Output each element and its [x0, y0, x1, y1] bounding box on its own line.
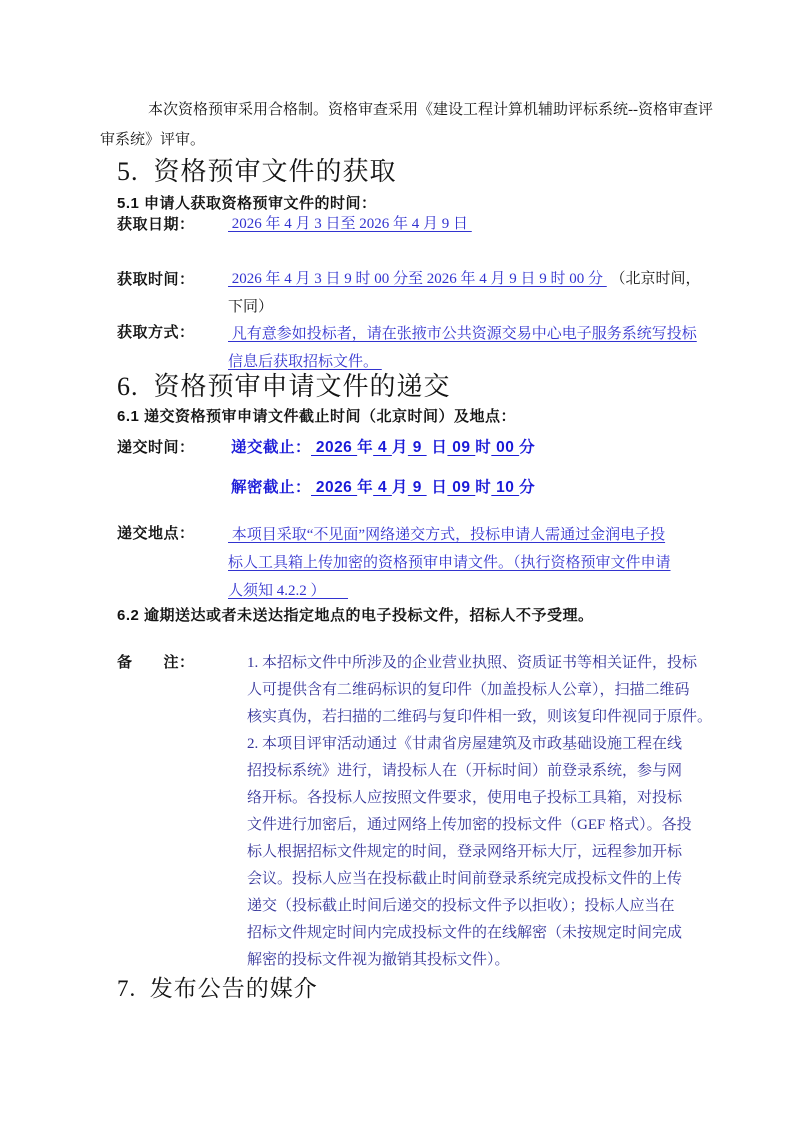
acquire-date-value: 2026 年 4 月 3 日至 2026 年 4 月 9 日 — [228, 216, 472, 232]
intro-paragraph-line-2: 审系统》评审。 — [100, 132, 206, 148]
acquire-time-value-line-2: 下同） — [228, 299, 274, 315]
remark-label: 备 注： — [117, 654, 195, 671]
clause-6-1: 6.1 递交资格预审申请文件截止时间（北京时间）及地点： — [117, 408, 517, 425]
submit-place-label: 递交地点： — [117, 525, 195, 542]
acquire-method-label: 获取方式： — [117, 324, 195, 341]
submit-deadline-value: 递交截止： 2026 年 4 月 9 日 09 时 00 分 — [231, 439, 536, 456]
submit-time-label: 递交时间： — [117, 439, 195, 456]
acquire-time-value: 2026 年 4 月 3 日 9 时 00 分至 2026 年 4 月 9 日 9 时 00 分 （北京时间， — [228, 271, 701, 287]
acquire-time-label: 获取时间： — [117, 271, 195, 288]
intro-paragraph-line-1: 本次资格预审采用合格制。资格审查采用《建设工程计算机辅助评标系统--资格审查评 — [148, 102, 713, 118]
clause-6-2: 6.2 逾期送达或者未送达指定地点的电子投标文件，招标人不予受理。 — [117, 607, 594, 624]
section-6-heading: 6. 资格预审申请文件的递交 — [117, 372, 451, 401]
acquire-method-value: 凡有意参如投标者，请在张掖市公共资源交易中心电子服务系统写投标 信息后获取招标文件。 — [228, 326, 697, 370]
section-5-heading: 5. 资格预审文件的获取 — [117, 157, 397, 186]
section-7-heading: 7. 发布公告的媒介 — [117, 976, 318, 1001]
clause-5-1: 5.1 申请人获取资格预审文件的时间： — [117, 195, 377, 212]
remark-value: 1. 本招标文件中所涉及的企业营业执照、资质证书等相关证件，投标 人可提供含有二维码标识的复印件（加盖投标人公章），扫描二维码 核实真伪，若扫描的二维码与复印件相一致，则该复印件视同于原件。 2. 本项目评审活动通过《甘肃省房屋建筑及市政基础设施工程在线 招投标系统》进行，请投标人在（开标时间）前登录系统，参与网 络开标。各投标人应按照文件要求，使用电子投标工具箱，对投标 文件进行加密后，通过网络上传加密的投标文件（GEF 格式）。各投 标人根据招标文件规定的时间，登录网络开标大厅，远程参加开标 会议。投标人应当在投标截止时间前登录系统完成投标文件的上传 递交（投标截止时间后递交的投标文件予以拒收）；投标人应当在 招标文件规定时间内完成投标文件的在线解密（未按规定时间完成 解密的投标文件视为撤销其投标文件）。 — [247, 655, 713, 968]
acquire-date-label: 获取日期： — [117, 216, 195, 233]
decrypt-deadline-value: 解密截止： 2026 年 4 月 9 日 09 时 10 分 — [231, 479, 536, 496]
submit-place-value: 本项目采取“不见面”网络递交方式，投标申请人需通过金润电子投 标人工具箱上传加密的资格预审申请文件。（执行资格预审文件申请 人须知 4.2.2 ） — [228, 527, 671, 599]
